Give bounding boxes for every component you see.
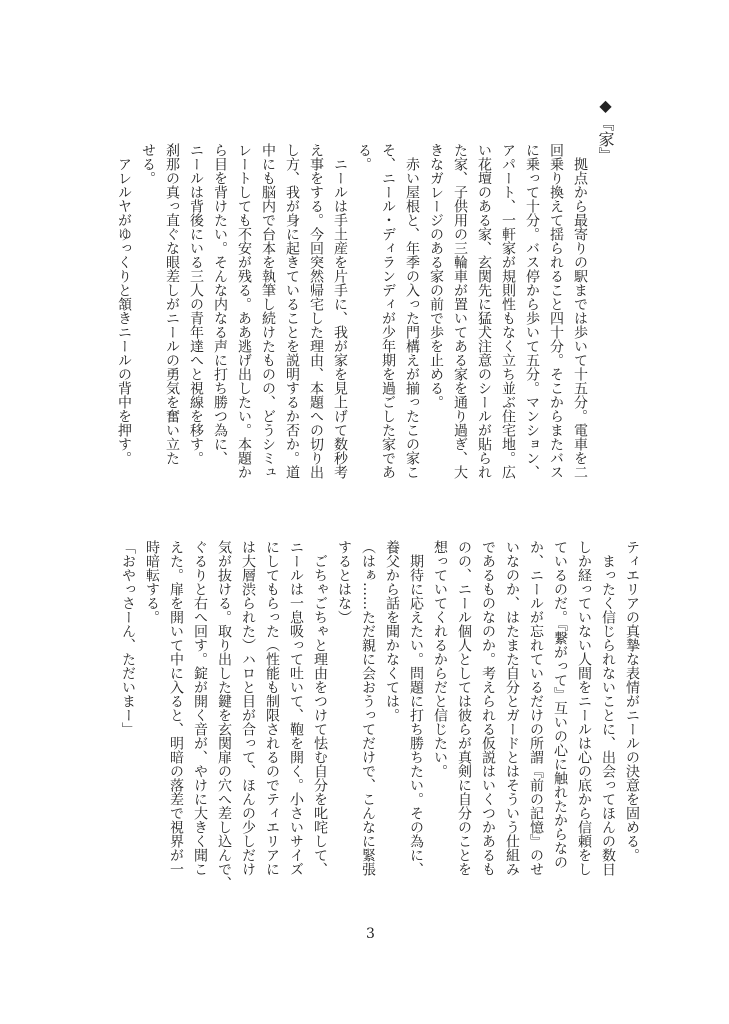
- text-line: いなのか、はたまた自分とガードとはそういう仕組み: [504, 540, 520, 876]
- text-line: （はぁ……ただ親に会おうってだけで、こんなに緊張: [360, 540, 376, 876]
- text-line: い花壇のある家、玄関先に猛犬注意のシールが貼られ: [476, 143, 492, 479]
- text-line: しか経っていない人間をニールは心の底から信頼をし: [576, 540, 592, 876]
- text-line: 中にも脳内で台本を執筆し続けたものの、どうシミュ: [260, 143, 276, 479]
- text-line: きなガレージのある家の前で歩を止める。: [428, 143, 444, 409]
- text-line: 気が抜ける。取り出した鍵を玄関扉の穴へ差し込んで、: [216, 540, 232, 890]
- text-line: に乗って十分。バス停から歩いて五分。マンション、: [524, 143, 540, 479]
- lower-text-block: [116, 540, 644, 890]
- text-line: 想っていてくれるからだと信じたい。: [432, 540, 448, 778]
- text-line: ニールは背後にいる三人の青年達へと視線を移す。: [188, 143, 204, 465]
- text-line: は大層渋られた）ハロと目が合って、ほんの少しだけ: [240, 540, 256, 876]
- text-line: 刹那の真っ直ぐな眼差しがニールの勇気を奮い立た: [164, 143, 180, 465]
- text-line: ニールは一息吸って吐いて、鞄を開く。小さいサイズ: [288, 540, 304, 876]
- text-line: 期待に応えたい。問題に打ち勝ちたい。その為に、: [408, 540, 424, 876]
- text-line: か、ニールが忘れているだけの所謂『前の記憶』のせ: [528, 540, 544, 876]
- text-line: 赤い屋根と、年季の入った門構えが揃ったこの家こ: [404, 143, 420, 479]
- text-line: 拠点から最寄りの駅までは歩いて十五分。電車を二: [572, 143, 588, 479]
- text-line: 養父から話を聞かなくては。: [384, 540, 400, 722]
- text-line: ごちゃごちゃと理由をつけて怯む自分を叱咤して、: [312, 540, 328, 876]
- text-line: 「おやっさーん、ただいまー」: [120, 540, 136, 736]
- text-line: ティエリアの真摯な表情がニールの決意を固める。: [624, 540, 640, 862]
- text-line: 回乗り換えて揺られること四十分。そこからまたバス: [548, 143, 564, 479]
- text-line: であるものなのか。考えられる仮説はいくつかあるも: [480, 540, 496, 876]
- text-line: ら目を背けたい。そんな内なる声に打ち勝つ為に、: [212, 143, 228, 465]
- text-line: レートしても不安が残る。ああ逃げ出したい。本題か: [236, 143, 252, 479]
- page-number: 3: [366, 926, 375, 942]
- text-line: まったく信じられないことに、出会ってほんの数日: [600, 540, 616, 876]
- text-line: するとはな）: [336, 540, 352, 624]
- text-line: ぐるりと右へ回す。錠が開く音が、やけに大きく聞こ: [192, 540, 208, 876]
- text-line: せる。: [140, 143, 156, 185]
- text-line: アパート、一軒家が規則性もなく立ち並ぶ住宅地。広: [500, 143, 516, 479]
- text-line: アレルヤがゆっくりと頷きニールの背中を押す。: [116, 143, 132, 465]
- upper-text-block: [112, 143, 592, 483]
- text-line: ニールは手土産を片手に、我が家を見上げて数秒考: [332, 143, 348, 479]
- text-line: た家、子供用の三輪車が置いてある家を通り過ぎ、大: [452, 143, 468, 479]
- text-line: し方、我が身に起きていることを説明するか否か。道: [284, 143, 300, 479]
- text-line: のの、ニール個人としては彼らが真剣に自分のことを: [456, 540, 472, 876]
- text-line: そ、ニール・ディランディが少年期を過ごした家であ: [380, 143, 396, 479]
- section-heading: ◆『家』: [596, 96, 615, 163]
- text-line: にしてもらった（性能も制限されるのでティエリアに: [264, 540, 280, 876]
- text-line: ているのだ。『繋がって』互いの心に触れたからなの: [552, 540, 568, 869]
- text-line: る。: [356, 143, 372, 171]
- text-line: えた。扉を開いて中に入ると、明暗の落差で視界が一: [168, 540, 184, 876]
- text-line: え事をする。今回突然帰宅した理由、本題への切り出: [308, 143, 324, 479]
- text-line: 時暗転する。: [144, 540, 160, 624]
